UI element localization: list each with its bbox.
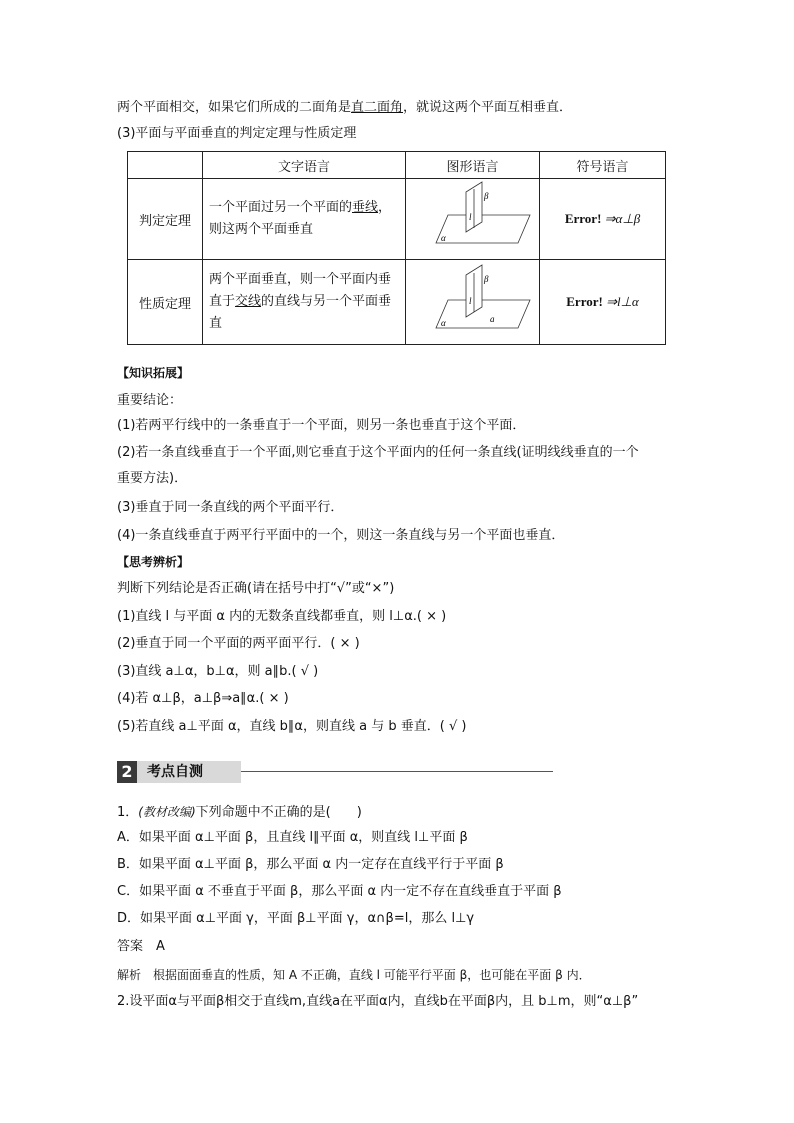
- row-text-pre: 两个平面垂直，则一个平面内垂直于: [209, 272, 392, 309]
- thinking-title: 【思考辨析】: [117, 555, 190, 569]
- figure-beta-label: β: [484, 191, 489, 201]
- question-tag: (教材改编): [138, 805, 196, 819]
- option-a: A．如果平面 α⊥平面 β，且直线 l∥平面 α，则直线 l⊥平面 β: [117, 830, 468, 845]
- row-text-underlined: 垂线: [352, 200, 379, 215]
- row-text-post: 的直线与另一个平面垂直: [209, 294, 392, 331]
- thinking-item: (5)若直线 a⊥平面 α，直线 b∥α，则直线 a 与 b 垂直．( √ ): [117, 719, 467, 734]
- figure-alpha-label: α: [441, 318, 446, 328]
- theorem-table: [127, 151, 666, 345]
- row-symbol: [540, 179, 666, 260]
- thinking-item: (4)若 α⊥β，a⊥β⇒a∥α.( × ): [117, 691, 289, 706]
- table-header-row: [128, 152, 666, 179]
- knowledge-item: (4)一条直线垂直于两平行平面中的一个，则这一条直线与另一个平面也垂直．: [117, 528, 565, 543]
- figure-alpha-label: α: [441, 233, 446, 243]
- figure-l-label: l: [469, 212, 472, 222]
- answer: 答案 A: [117, 939, 165, 954]
- knowledge-item: (2)若一条直线垂直于一个平面,则它垂直于这个平面内的任何一条直线(证明线线垂直的一个: [117, 445, 639, 460]
- row-text: [203, 260, 406, 345]
- knowledge-title: 【知识拓展】: [117, 366, 190, 380]
- symbol-rest: ⇒α⊥β: [601, 211, 641, 226]
- header-symbol: 符号语言: [540, 152, 666, 179]
- table-row: [128, 260, 666, 345]
- section-label: 考点自测: [137, 761, 241, 783]
- figure-beta-label: β: [484, 274, 489, 284]
- row-text: [203, 179, 406, 260]
- question-2: 2.设平面α与平面β相交于直线m,直线a在平面α内，直线b在平面β内，且 b⊥m，则“α⊥β”: [117, 994, 639, 1009]
- row-text-pre: 一个平面过另一个平面的: [209, 200, 353, 215]
- question-1-stem: [117, 803, 362, 822]
- knowledge-item: (1)若两平行线中的一条垂直于一个平面，则另一条也垂直于这个平面．: [117, 418, 526, 433]
- intro-line: [117, 99, 572, 117]
- section3-title: (3)平面与平面垂直的判定定理与性质定理: [117, 126, 357, 141]
- plane-perpendicular-figure-1: [406, 179, 539, 255]
- row-text-post: ，则这两个平面垂直: [209, 200, 392, 237]
- thinking-item: (3)直线 a⊥α，b⊥α，则 a∥b.( √ ): [117, 664, 319, 679]
- row-figure: [406, 179, 540, 260]
- knowledge-subtitle: 重要结论：: [117, 393, 183, 408]
- section-number: 2: [117, 761, 137, 783]
- symbol-error: Error!: [564, 211, 602, 226]
- row-symbol: [540, 260, 666, 345]
- knowledge-item: (3)垂直于同一条直线的两个平面平行．: [117, 500, 344, 515]
- question-text: 下列命题中不正确的是( ): [195, 805, 362, 820]
- figure-l-label: l: [469, 296, 472, 306]
- header-text: 文字语言: [203, 152, 406, 179]
- option-c: C．如果平面 α 不垂直于平面 β，那么平面 α 内一定不存在直线垂直于平面 β: [117, 884, 562, 899]
- question-number: 1．: [117, 805, 139, 820]
- figure-a-label: a: [490, 314, 495, 324]
- option-b: B．如果平面 α⊥平面 β，那么平面 α 内一定存在直线平行于平面 β: [117, 857, 504, 872]
- symbol-rest: ⇒l⊥α: [602, 294, 639, 309]
- header-figure: 图形语言: [406, 152, 540, 179]
- analysis: 解析 根据面面垂直的性质，知 A 不正确，直线 l 可能平行平面 β，也可能在平面 β 内．: [117, 968, 591, 982]
- row-figure: [406, 260, 540, 345]
- thinking-intro: 判断下列结论是否正确(请在括号中打“√”或“×”): [117, 581, 395, 596]
- row-text-underlined: 交线: [235, 294, 262, 309]
- header-empty: [128, 152, 203, 179]
- thinking-item: (2)垂直于同一个平面的两平面平行．( × ): [117, 636, 360, 651]
- row-name: 性质定理: [128, 260, 203, 345]
- intro-post: ，就说这两个平面互相垂直．: [403, 100, 573, 115]
- plane-perpendicular-figure-2: [406, 260, 539, 340]
- row-name: 判定定理: [128, 179, 203, 260]
- intro-pre: 两个平面相交，如果它们所成的二面角是: [117, 100, 352, 115]
- table-row: [128, 179, 666, 260]
- symbol-error: Error!: [566, 294, 603, 309]
- knowledge-item: 重要方法)．: [117, 471, 188, 486]
- section-rule: [241, 771, 553, 772]
- option-d: D．如果平面 α⊥平面 γ，平面 β⊥平面 γ，α∩β=l，那么 l⊥γ: [117, 911, 475, 926]
- thinking-item: (1)直线 l 与平面 α 内的无数条直线都垂直，则 l⊥α.( × ): [117, 609, 447, 624]
- intro-underlined: 直二面角: [351, 100, 404, 115]
